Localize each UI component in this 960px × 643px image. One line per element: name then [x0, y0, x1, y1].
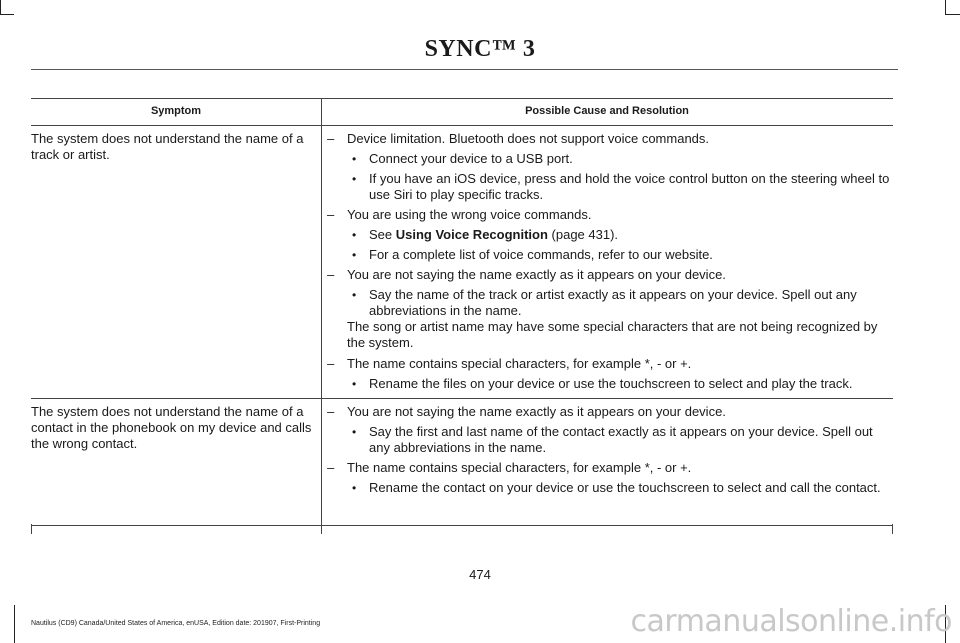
title-divider [31, 69, 898, 70]
table-row [31, 126, 893, 399]
resolution-item [322, 376, 893, 392]
symptom-cell: The system does not understand the name of a contact in the phonebook on my device and calls the wrong contact. [31, 404, 312, 451]
resolution-text: Rename the files on your device or use the touchscreen to select and play the track. [369, 376, 853, 391]
cause-text: You are using the wrong voice commands. [347, 207, 592, 222]
resolution-text: Connect your device to a USB port. [369, 151, 573, 166]
resolution-item [322, 287, 893, 319]
header-cause: Possible Cause and Resolution [525, 105, 689, 117]
resolution-text: If you have an iOS device, press and hold the voice control button on the steering wheel to use Siri to play specific tracks. [369, 171, 890, 202]
cause-text: You are not saying the name exactly as it appears on your device. [347, 404, 726, 419]
resolution-item [322, 424, 893, 456]
cause-item [322, 267, 893, 283]
crop-mark [0, 0, 1, 14]
dash-glyph: – [327, 460, 335, 475]
bullet-glyph: • [352, 425, 357, 439]
resolution-text: For a complete list of voice commands, refer to our website. [369, 247, 713, 262]
cause-item [322, 460, 893, 476]
cause-item [322, 131, 893, 147]
table-header [31, 98, 893, 126]
resolution-text: Say the name of the track or artist exactly as it appears on your device. Spell out any abbreviations in the name. [369, 287, 857, 318]
cause-text: You are not saying the name exactly as it appears on your device. [347, 267, 726, 282]
resolution-item [322, 151, 893, 167]
resolution-item [322, 247, 893, 263]
bullet-glyph: • [352, 481, 357, 495]
edition-footer: Nautilus (CD9) Canada/United States of America, enUSA, Edition date: 201907, First-Printing [31, 620, 321, 627]
cause-text: Device limitation. Bluetooth does not support voice commands. [347, 131, 710, 146]
cause-note: The song or artist name may have some special characters that are not being recognized by the system. [347, 319, 878, 350]
cause-text: The name contains special characters, for example *, - or +. [347, 356, 692, 371]
resolution-item [322, 227, 893, 243]
header-symptom: Symptom [150, 105, 202, 117]
column-divider [321, 524, 322, 534]
cause-item [322, 356, 893, 372]
bullet-glyph: • [352, 152, 357, 166]
crop-mark [14, 605, 15, 643]
resolution-suffix: (page 431). [547, 227, 619, 242]
cause-text: The name contains special characters, for example *, - or +. [347, 460, 692, 475]
dash-glyph: – [327, 356, 335, 371]
resolution-item [322, 171, 893, 203]
cause-cell [322, 131, 893, 396]
dash-glyph: – [327, 207, 335, 222]
table-continuation [892, 524, 893, 534]
voice-recognition-link[interactable]: Using Voice Recognition [395, 227, 548, 242]
page-title: SYNC™ 3 [424, 36, 536, 62]
resolution-text: Rename the contact on your device or use the touchscreen to select and call the contact. [369, 480, 881, 495]
cause-item [322, 404, 893, 420]
bullet-glyph: • [352, 228, 357, 242]
bullet-glyph: • [352, 248, 357, 262]
resolution-prefix: See [369, 227, 396, 242]
symptom-cell: The system does not understand the name of a track or artist. [31, 131, 304, 162]
crop-mark [945, 14, 960, 15]
resolution-item [322, 480, 893, 496]
cause-cell [322, 404, 893, 500]
crop-mark [945, 0, 946, 14]
dash-glyph: – [327, 131, 335, 146]
watermark: carmanualsonline.info [630, 604, 952, 639]
bullet-glyph: • [352, 172, 357, 186]
troubleshooting-table [31, 98, 893, 526]
table-continuation [31, 524, 32, 534]
table-row [31, 399, 893, 526]
dash-glyph: – [327, 404, 335, 419]
crop-mark [0, 14, 14, 15]
cause-item [322, 207, 893, 223]
bullet-glyph: • [352, 288, 357, 302]
bullet-glyph: • [352, 377, 357, 391]
page-number: 474 [469, 567, 491, 582]
resolution-text: Say the first and last name of the contact exactly as it appears on your device. Spell out any abbreviations in the name. [369, 424, 873, 455]
column-divider [321, 99, 322, 125]
dash-glyph: – [327, 267, 335, 282]
